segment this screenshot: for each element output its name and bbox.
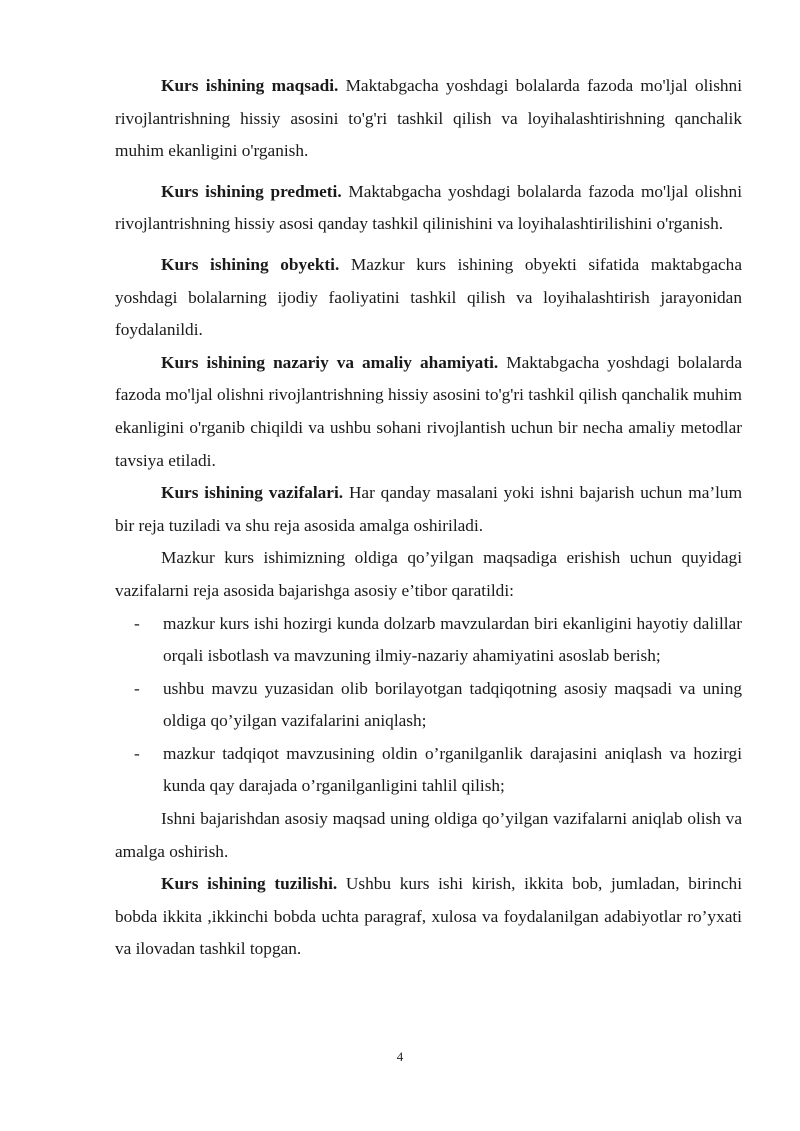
bullet-dash: - [134, 743, 140, 763]
paragraph-tasks-outro: Ishni bajarishdan asosiy maqsad uning oldiga qo’yilgan vazifalarni aniqlab olish va amalga oshirish. [115, 809, 742, 861]
list-item-text: ushbu mavzu yuzasidan olib borilayotgan tadqiqotning asosiy maqsadi va uning oldiga qo’yilgan vazifalarini aniqlash; [163, 678, 742, 731]
text-significance: Maktabgacha yoshdagi bolalarda fazoda mo'ljal olishni rivojlantrishning hissiy asosini to'g'ri tashkil qilish qanchalik muhim ekanligini o'rganib chiqildi va ushbu sohani rivojlantish uchun bir necha amaliy metodlar tavsiya etiladi. [115, 352, 742, 470]
paragraph-object [115, 249, 742, 347]
paragraph-subject [115, 176, 742, 241]
bullet-dash: - [134, 613, 140, 633]
task-list [115, 608, 742, 804]
list-item-text: mazkur kurs ishi hozirgi kunda dolzarb mavzulardan biri ekanligini hayotiy dalillar orqali isbotlash va mavzuning ilmiy-nazariy ahamiyatini asoslab berish; [163, 613, 742, 666]
text-goal: Maktabgacha yoshdagi bolalarda fazoda mo'ljal olishni rivojlantrishning hissiy asosini to'g'ri tashkil qilish va loyihalashtirishning qanchalik muhim ekanligini o'rganish. [115, 76, 742, 161]
paragraph-tasks-intro: Mazkur kurs ishimizning oldiga qo’yilgan maqsadiga erishish uchun quyidagi vazifalarni reja asosida bajarishga asosiy e’tibor qaratildi: [115, 548, 742, 600]
paragraph-tasks [115, 477, 742, 542]
paragraph-significance [115, 347, 742, 477]
paragraph-structure [115, 868, 742, 966]
heading-structure: Kurs ishining tuzilishi. [161, 874, 338, 894]
text-object: Mazkur kurs ishining obyekti sifatida maktabgacha yoshdagi bolalarning ijodiy faoliyatini tashkil qilish va loyihalashtirish jarayonidan foydalanildi. [115, 254, 742, 340]
list-item [115, 738, 742, 803]
text-subject: Maktabgacha yoshdagi bolalarda fazoda mo'ljal olishni rivojlantrishning hissiy asosi qanday tashkil qilinishini va loyihalashtirilishini o'rganish. [115, 181, 743, 234]
paragraph-goal [115, 70, 742, 168]
heading-tasks: Kurs ishining vazifalari. [161, 483, 344, 503]
list-item-text: mazkur tadqiqot mavzusining oldin o’rganilganlik darajasini aniqlash va hozirgi kunda qay darajada o’rganilganligini tahlil qilish; [163, 743, 742, 796]
list-item [115, 673, 742, 738]
heading-significance: Kurs ishining nazariy va amaliy ahamiyati. [161, 352, 499, 372]
heading-object: Kurs ishining obyekti. [161, 254, 340, 274]
page-number: 4 [396, 1049, 404, 1064]
heading-subject: Kurs ishining predmeti. [161, 181, 342, 201]
text-structure: Ushbu kurs ishi kirish, ikkita bob, jumladan, birinchi bobda ikkita ,ikkinchi bobda uchta paragraf, xulosa va foydalanilgan adabiyotlar ro’yxati va ilovadan tashkil topgan. [115, 874, 742, 959]
text-tasks: Har qanday masalani yoki ishni bajarish uchun ma’lum bir reja tuziladi va shu reja asosida amalga oshiriladi. [115, 483, 743, 535]
bullet-dash: - [134, 678, 140, 698]
list-item [115, 608, 742, 673]
heading-goal: Kurs ishining maqsadi. [161, 76, 339, 95]
